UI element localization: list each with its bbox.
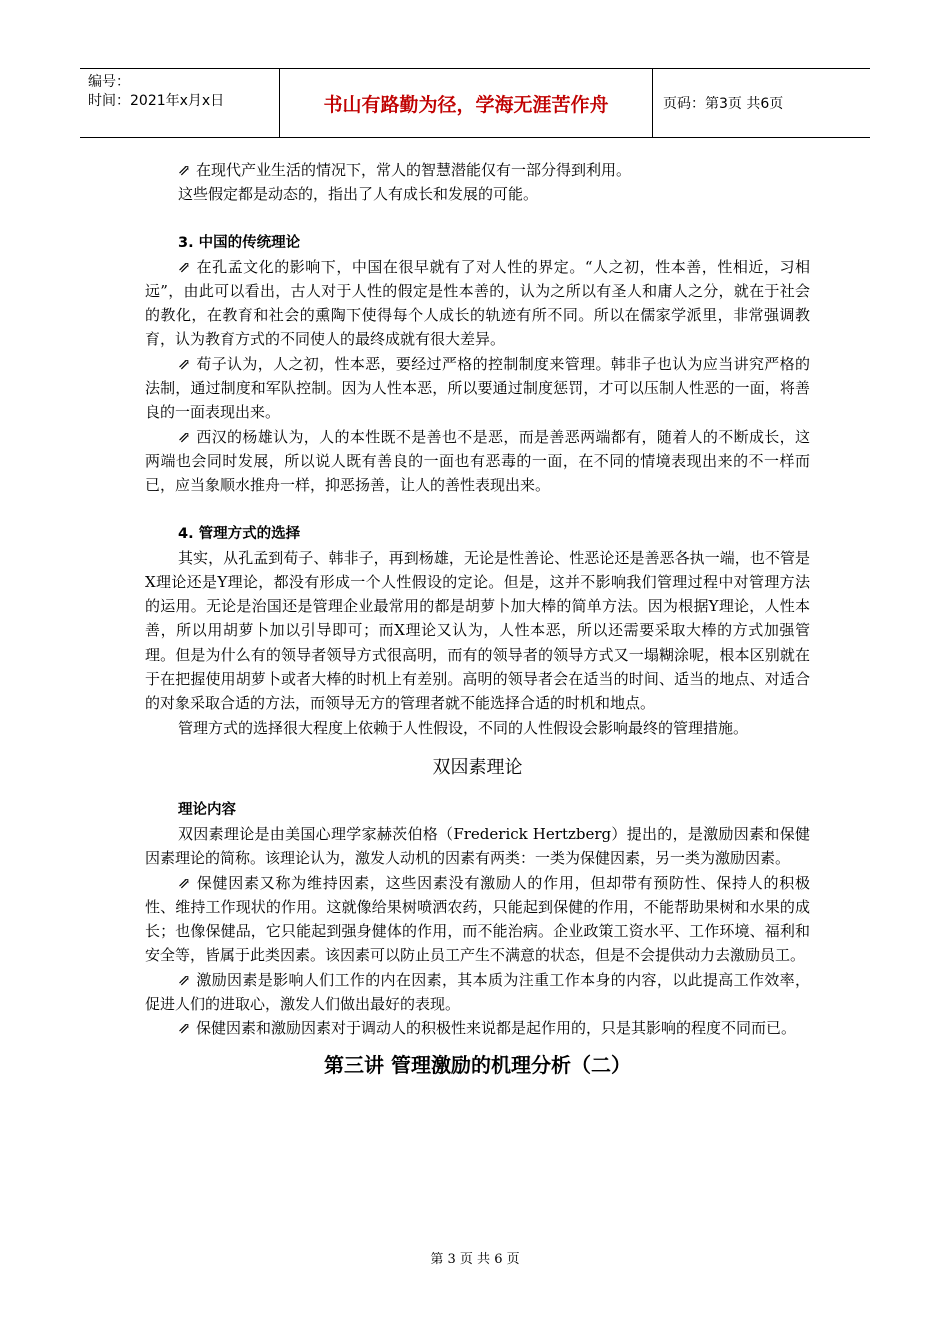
section-heading: 3. 中国的传统理论 bbox=[178, 234, 301, 251]
paragraph: 其实，从孔孟到荀子、韩非子，再到杨雄，无论是性善论、性恶论还是善恶各执一端，也不管是X理论还是Y理论，都没有形成一个人性假设的定论。但是，这并不影响我们管理过程中对管理方法的运用。无论是治国还是管理企业最常用的都是胡萝卜加大棒的简单方法。因为根据Y理论，人性本善，所以用胡萝卜加以引导即可；而X理论又认为，人性本恶，所以还需要采取大棒的方式加强管理。但是为什么有的领导者领导方式很高明，而有的领导者的领导方式又一塌糊涂呢，根本区别就在于在把握使用胡萝卜或者大棒的时机上有差别。高明的领导者会在适当的时间、适当的地点、对适合的对象采取合适的方法，而领导无方的管理者就不能选择合适的时机和地点。 bbox=[145, 548, 810, 713]
paragraph: ⇗ 在孔孟文化的影响下，中国在很早就有了对人性的界定。“人之初，性本善，性相近，习相远”，由此可以看出，古人对于人性的假定是性本善的，认为之所以有圣人和庸人之分，就在于社会的教化，在教育和社会的熏陶下使得每个人成长的轨迹有所不同。所以在儒家学派里，非常强调教育，认为教育方式的不同使人的最终成就有很大差异。 bbox=[145, 255, 810, 352]
paragraph: 这些假定都是动态的，指出了人有成长和发展的可能。 bbox=[178, 185, 539, 204]
header-motto: 书山有路勤为径，学海无涯苦作舟 bbox=[280, 69, 653, 137]
paragraph: ⇗ 激励因素是影响人们工作的内在因素，其本质为注重工作本身的内容，以此提高工作效率，促进人们的进取心，激发人们做出最好的表现。 bbox=[145, 968, 810, 1017]
paragraph: ⇗ 保健因素又称为维持因素，这些因素没有激励人的作用，但却带有预防性、保持人的积极性、维持工作现状的作用。这就像给果树喷洒农药，只能起到保健的作用，不能帮助果树和水果的成长；也像保健品，它只能起到强身健体的作用，而不能治病。企业政策工资水平、工作环境、福利和安全等，皆属于此类因素。该因素可以防止员工产生不满意的状态，但是不会提供动力去激励员工。 bbox=[145, 871, 810, 968]
number-label: 编号： bbox=[88, 74, 130, 90]
paragraph: ⇗ 荀子认为，人之初，性本恶，要经过严格的控制制度来管理。韩非子也认为应当讲究严格的法制，通过制度和军队控制。因为人性本恶，所以要通过制度惩罚，才可以压制人性恶的一面，将善良的一面表现出来。 bbox=[145, 352, 810, 425]
date-label: 时间：2021年x月x日 bbox=[88, 93, 225, 109]
arrow-bullet-icon: ⇗ bbox=[178, 257, 191, 276]
paragraph: ⇗ 西汉的杨雄认为，人的本性既不是善也不是恶，而是善恶两端都有，随着人的不断成长，这两端也会同时发展，所以说人既有善良的一面也有恶毒的一面，在不同的情境表现出来的不一样而已，应当象顺水推舟一样，抑恶扬善，让人的善性表现出来。 bbox=[145, 425, 810, 498]
arrow-bullet-icon: ⇗ bbox=[178, 354, 191, 373]
arrow-bullet-icon: ⇗ bbox=[178, 161, 191, 179]
arrow-bullet-icon: ⇗ bbox=[178, 1019, 191, 1038]
page-footer: 第 3 页 共 6 页 bbox=[430, 1252, 520, 1267]
document-body bbox=[145, 158, 810, 1079]
arrow-bullet-icon: ⇗ bbox=[178, 873, 191, 892]
header-meta-cell bbox=[80, 69, 280, 137]
subsection-heading: 理论内容 bbox=[178, 801, 236, 818]
header-table bbox=[80, 68, 870, 138]
arrow-bullet-icon: ⇗ bbox=[178, 970, 191, 989]
arrow-bullet-icon: ⇗ bbox=[178, 427, 191, 446]
paragraph: ⇗ 保健因素和激励因素对于调动人的积极性来说都是起作用的，只是其影响的程度不同而已。 bbox=[145, 1016, 810, 1040]
paragraph: 管理方式的选择很大程度上依赖于人性假设，不同的人性假设会影响最终的管理措施。 bbox=[178, 718, 749, 737]
section-title: 双因素理论 bbox=[432, 756, 523, 778]
header-page-label: 页码：第3页 共6页 bbox=[663, 96, 784, 112]
section-heading: 4. 管理方式的选择 bbox=[178, 525, 301, 542]
paragraph: ⇗ 在现代产业生活的情况下，常人的智慧潜能仅有一部分得到利用。 bbox=[145, 158, 810, 182]
paragraph: 双因素理论是由美国心理学家赫茨伯格（Frederick Hertzberg）提出的，是激励因素和保健因素理论的简称。该理论认为，激发人动机的因素有两类：一类为保健因素，另一类为激励因素。 bbox=[145, 824, 810, 868]
lecture-title: 第三讲 管理激励的机理分析（二） bbox=[324, 1052, 631, 1077]
